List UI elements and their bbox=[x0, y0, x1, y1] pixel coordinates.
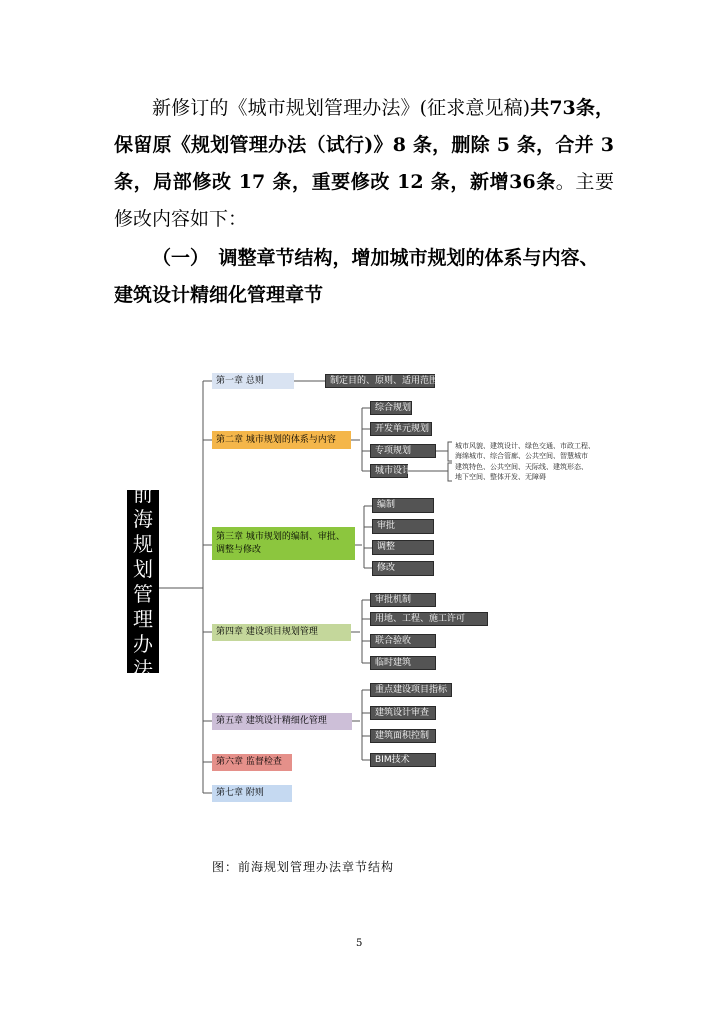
intro-text-2: 。主要修改内容如下： bbox=[114, 171, 614, 230]
leaf-comprehensive-plan: 综合规划 bbox=[370, 401, 412, 415]
chapter-2-box: 第二章 城市规划的体系与内容 bbox=[212, 431, 351, 449]
root-char: 划 bbox=[133, 556, 153, 581]
root-char: 办 bbox=[133, 631, 153, 656]
intro-text-bold: 共73条，保留原《规划管理办法（试行)》8 条，删除 5 条，合并 3 条，局部修改 17 条，重要修改 12 条，新增36条 bbox=[114, 97, 614, 193]
root-char: 法 bbox=[133, 656, 153, 681]
special-plan-note-1: 城市风貌、建筑设计、绿色交通、市政工程、 bbox=[455, 442, 595, 450]
figure-caption: 图：前海规划管理办法章节结构 bbox=[212, 860, 395, 874]
leaf-bim: BIM技术 bbox=[370, 753, 436, 767]
root-char: 管 bbox=[133, 581, 153, 606]
leaf-compile: 编制 bbox=[372, 498, 434, 513]
leaf-approval-mechanism: 审批机制 bbox=[370, 593, 436, 607]
leaf-unit-plan: 开发单元规划 bbox=[370, 422, 432, 436]
special-plan-note-2: 海绵城市、综合管廊、公共空间、智慧城市 bbox=[455, 452, 588, 460]
urban-design-note-1: 建筑特色、公共空间、天际线、建筑形态、 bbox=[455, 463, 588, 471]
chapter-5-box: 第五章 建筑设计精细化管理 bbox=[212, 713, 352, 730]
leaf-joint-acceptance: 联合验收 bbox=[370, 634, 436, 648]
leaf-adjust: 调整 bbox=[372, 540, 434, 555]
chapter-6-box: 第六章 监督检查 bbox=[212, 754, 292, 771]
leaf-key-project-index: 重点建设项目指标 bbox=[370, 683, 452, 697]
leaf-area-control: 建筑面积控制 bbox=[370, 729, 436, 743]
root-char: 海 bbox=[133, 506, 153, 531]
section-heading: （一） 调整章节结构，增加城市规划的体系与内容、建筑设计精细化管理章节 bbox=[114, 247, 599, 306]
page-number: 5 bbox=[356, 938, 363, 949]
leaf-temporary-building: 临时建筑 bbox=[370, 656, 436, 670]
leaf-permits: 用地、工程、施工许可 bbox=[370, 612, 488, 626]
leaf-approve: 审批 bbox=[372, 519, 434, 534]
intro-text-1: 新修订的《城市规划管理办法》(征求意见稿) bbox=[152, 97, 531, 119]
urban-design-note-2: 地下空间、整体开发、无障碍 bbox=[455, 473, 546, 481]
diagram-root-title bbox=[127, 481, 159, 681]
leaf-design-review: 建筑设计审查 bbox=[370, 706, 436, 720]
chapter-4-box: 第四章 建设项目规划管理 bbox=[212, 624, 351, 641]
leaf-urban-design: 城市设计 bbox=[370, 464, 408, 478]
chapter-3-box: 第三章 城市规划的编制、审批、调整与修改 bbox=[212, 527, 355, 560]
leaf-special-plan: 专项规划 bbox=[370, 444, 436, 458]
root-char: 规 bbox=[133, 531, 153, 556]
root-char: 理 bbox=[133, 606, 153, 631]
chapter-7-box: 第七章 附则 bbox=[212, 785, 292, 802]
chapter-1-box: 第一章 总则 bbox=[212, 373, 294, 389]
leaf-purpose-scope: 制定目的、原则、适用范围 bbox=[325, 374, 435, 388]
leaf-modify: 修改 bbox=[372, 561, 434, 576]
root-char: 前 bbox=[133, 481, 153, 506]
